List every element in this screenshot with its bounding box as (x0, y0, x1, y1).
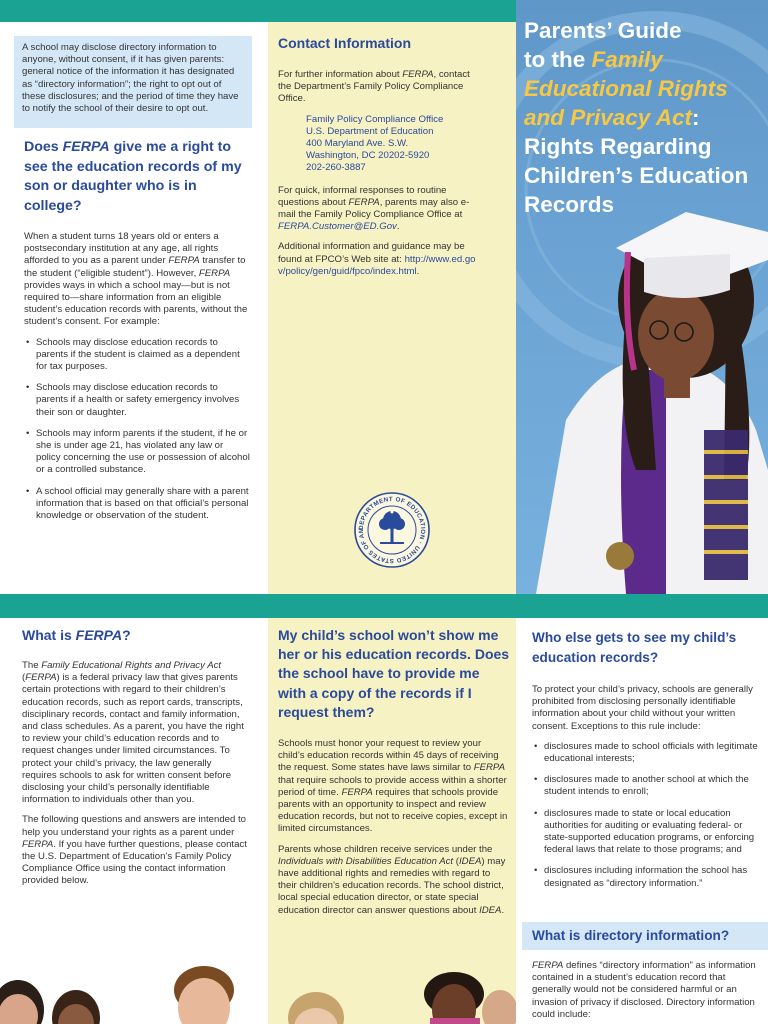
panel-school-records-access (268, 618, 516, 1024)
records-p2-em2: IDEA (458, 855, 482, 867)
list-item: • disclosures made to school officials with legitimate educational interests; (544, 741, 758, 765)
records-p1-b: that require schools to provide access within a shorter period of time. (278, 774, 507, 798)
cover-panel (516, 0, 768, 594)
seal-label: DEPARTMENT OF EDUCATION · UNITED STATES OF AM (357, 495, 427, 565)
records-p2-em3: IDEA (479, 904, 502, 916)
ferpa-p1-em1: Family Educational Rights and Privacy Act (41, 660, 222, 671)
ferpa-paragraph-2 (22, 814, 248, 887)
cover-line2-a: to the (524, 47, 592, 72)
contact-p2-a: For quick, informal responses to routine questions about (278, 184, 447, 208)
ferpa-heading-em: FERPA (75, 627, 123, 643)
phone-number: 202-260-3887 (306, 162, 366, 174)
address-line: 400 Maryland Ave. S.W. (306, 138, 409, 150)
seal-icon (352, 490, 432, 570)
top-teal-band-middle (268, 0, 516, 22)
records-paragraph-2 (278, 844, 510, 917)
records-p2-c: ) may have additional rights and remedies with regard to their children’s education records. The school district, local special education director, or state special education director can answer questions about (278, 855, 506, 916)
panel-who-sees-records (516, 618, 768, 1024)
list-item: • disclosures made to state or local education authorities for auditing or evaluating federal- or state-supported education programs, or enforcing federal laws that relate to those programs; and (544, 808, 758, 857)
records-p2-d: . (501, 904, 505, 916)
contact-heading: Contact Information (278, 35, 411, 51)
records-p2-em1: Individuals with Disabilities Education Act (278, 855, 454, 867)
ferpa-p2-b: . If you have further questions, please contact the U.S. Department of Education’s Family Policy Compliance Office using the contact information provided below. (22, 838, 247, 887)
ferpa-heading-a: What is (22, 627, 76, 643)
children-photo (268, 948, 516, 1024)
records-p2-b: ( (453, 855, 459, 867)
directory-p-rest: defines “directory information” as information contained in a student’s education record that generally would not be considered harmful or an invasion of privacy if disclosed. Directory information could include: (532, 960, 756, 1020)
cover-line2-b: Family (591, 47, 663, 72)
college-intro-paragraph (24, 231, 250, 329)
college-heading-post: give me a right to see the education records of my son or daughter who is in college? (24, 139, 242, 214)
records-paragraph-1 (278, 738, 510, 836)
panel-what-is-ferpa (0, 618, 268, 1024)
ferpa-p1-c: ) is a federal privacy law that gives parents certain protections with regard to their children’s education records, such as report cards, transcripts, disciplinary records, contact and family information, and class schedules. As a parent, you have the right to review your child’s education records and to request changes under limited circumstances. To protect your child’s privacy, the law generally requires schools to ask for written consent before disclosing your child’s personally identifiable information to individuals other than you. (22, 672, 244, 806)
college-exceptions-list (24, 337, 250, 523)
ferpa-p2-em: FERPA (22, 838, 54, 850)
contact-p3-b: . (416, 265, 420, 277)
contact-body (278, 69, 478, 286)
cover-title (524, 16, 768, 219)
what-is-ferpa-body (22, 660, 248, 896)
fold-divider (0, 594, 768, 618)
who-sees-paragraph: To protect your child’s privacy, schools are generally prohibited from disclosing personally identifiable information about your child without your written consent. Exceptions to this rule include: (532, 684, 753, 732)
records-p1-c: requires that schools provide parents with an opportunity to inspect and review education records, but not to receive copies, except in limited circumstances. (278, 786, 508, 835)
cover-line4-b: : (692, 105, 700, 130)
department-of-education-seal (352, 490, 432, 570)
what-is-ferpa-heading (22, 626, 252, 644)
panel-contact-information (268, 22, 516, 594)
address-line: Family Policy Compliance Office (306, 113, 444, 125)
ferpa-p2-a: The following questions and answers are intended to help you understand your rights as a parent under (22, 814, 246, 838)
contact-p1-a: For further information about (278, 69, 403, 80)
cover-title-line-6: Children’s Education (524, 163, 749, 188)
list-item: • Schools may disclose education records to parents if the student is claimed as a dependent for tax purposes. (36, 337, 250, 374)
list-item: • disclosures made to another school at which the student intends to enroll; (544, 774, 758, 798)
college-heading-em: FERPA (62, 139, 110, 155)
cover-line4-a: and Privacy Act (524, 105, 692, 130)
cover-title-line-5: Rights Regarding (524, 134, 712, 159)
records-access-body (278, 738, 510, 925)
college-heading-pre: Does (24, 139, 63, 155)
cover-title-line-4 (524, 103, 768, 132)
records-access-heading: My child’s school won’t show me her or his education records. Does the school have to provide me with a copy of the records if I request them? (278, 627, 510, 720)
ferpa-p1-b: ( (22, 672, 26, 684)
contact-p2-em: FERPA (348, 196, 380, 208)
directory-info-body (532, 960, 758, 1024)
directory-info-paragraph (532, 960, 758, 1021)
cover-title-line-1: Parents’ Guide (524, 18, 682, 43)
directory-info-heading: What is directory information? (532, 928, 730, 943)
college-intro-b: transfer to the student (“eligible student”). However, (24, 255, 246, 279)
college-question-heading (24, 138, 252, 216)
list-item: • A school official may generally share with a parent information that is based on that official’s personal knowledge or observation of the student. (36, 486, 250, 523)
contact-p1-em: FERPA (402, 69, 434, 80)
directory-info-heading-box (522, 922, 768, 950)
email-link[interactable]: FERPA.Customer@ED.Gov (278, 221, 397, 233)
cover-title-line-3: Educational Rights (524, 76, 728, 101)
contact-p2-b: , parents may also e-mail the Family Policy Compliance Office at (278, 196, 470, 221)
contact-paragraph-3 (278, 241, 478, 278)
records-p1-em2: FERPA (341, 786, 373, 798)
contact-address (278, 114, 478, 175)
who-sees-body (532, 684, 758, 899)
ferpa-p1-a: The (22, 660, 42, 671)
ferpa-paragraph-1 (22, 660, 248, 806)
list-item: • Schools may disclose education records to parents if a health or safety emergency involves their son or daughter. (36, 382, 250, 419)
list-item: • Schools may inform parents if the student, if he or she is under age 21, has violated any law or policy concerning the use or possession of alcohol or a controlled substance. (36, 428, 250, 477)
website-link[interactable]: http://www.ed.gov/policy/gen/guid/fpco/index.html (278, 253, 476, 277)
ferpa-p1-em2: FERPA (25, 672, 57, 684)
records-p2-a: Parents whose children receive services under the (278, 843, 493, 855)
college-answer (24, 231, 250, 531)
contact-p2-c: . (396, 221, 400, 233)
children-photo (0, 948, 268, 1024)
directory-p-em: FERPA (532, 960, 564, 971)
list-item: • disclosures including information the school has designated as “directory information.” (544, 865, 758, 889)
records-p1-em1: FERPA (473, 762, 505, 774)
disclosure-exceptions-list (532, 741, 758, 890)
contact-p1-b: , contact the Department’s Family Policy Compliance Office. (278, 69, 470, 105)
contact-p3-a: Additional information and guidance may be found at FPCO’s Web site at: (278, 241, 465, 265)
records-p1-a: Schools must honor your request to review your child’s education records within 45 days of receiving the request. Some states have laws similar to (278, 738, 499, 774)
cover-title-line-2 (524, 45, 768, 74)
college-intro-c: provides ways in which a school may—but is not required to—share information from an eligible student’s education records with parents, without the student’s consent. For example: (24, 279, 248, 328)
who-sees-heading: Who else gets to see my child’s education records? (532, 630, 737, 665)
cover-title-line-7: Records (524, 192, 615, 217)
directory-info-note-text: A school may disclose directory information to anyone, without consent, if it has given parents: general notice of the information it has designated as “directory information”; the right to opt out of these disclosures; and the period of time they have to notify the school of their desire to opt out. (22, 42, 239, 115)
college-intro-em1: FERPA (168, 255, 200, 267)
college-intro-em2: FERPA (198, 267, 231, 279)
panel-college-records (0, 22, 268, 594)
contact-paragraph-1 (278, 69, 478, 106)
ferpa-heading-b: ? (122, 627, 131, 643)
address-line: Washington, DC 20202-5920 (306, 150, 430, 162)
address-line: U.S. Department of Education (306, 125, 434, 137)
top-teal-band-left (0, 0, 268, 22)
college-intro-a: When a student turns 18 years old or enters a postsecondary institution at any age, all rights afforded to you as a parent under (24, 231, 219, 267)
directory-info-note (14, 36, 252, 128)
contact-paragraph-2 (278, 185, 478, 234)
